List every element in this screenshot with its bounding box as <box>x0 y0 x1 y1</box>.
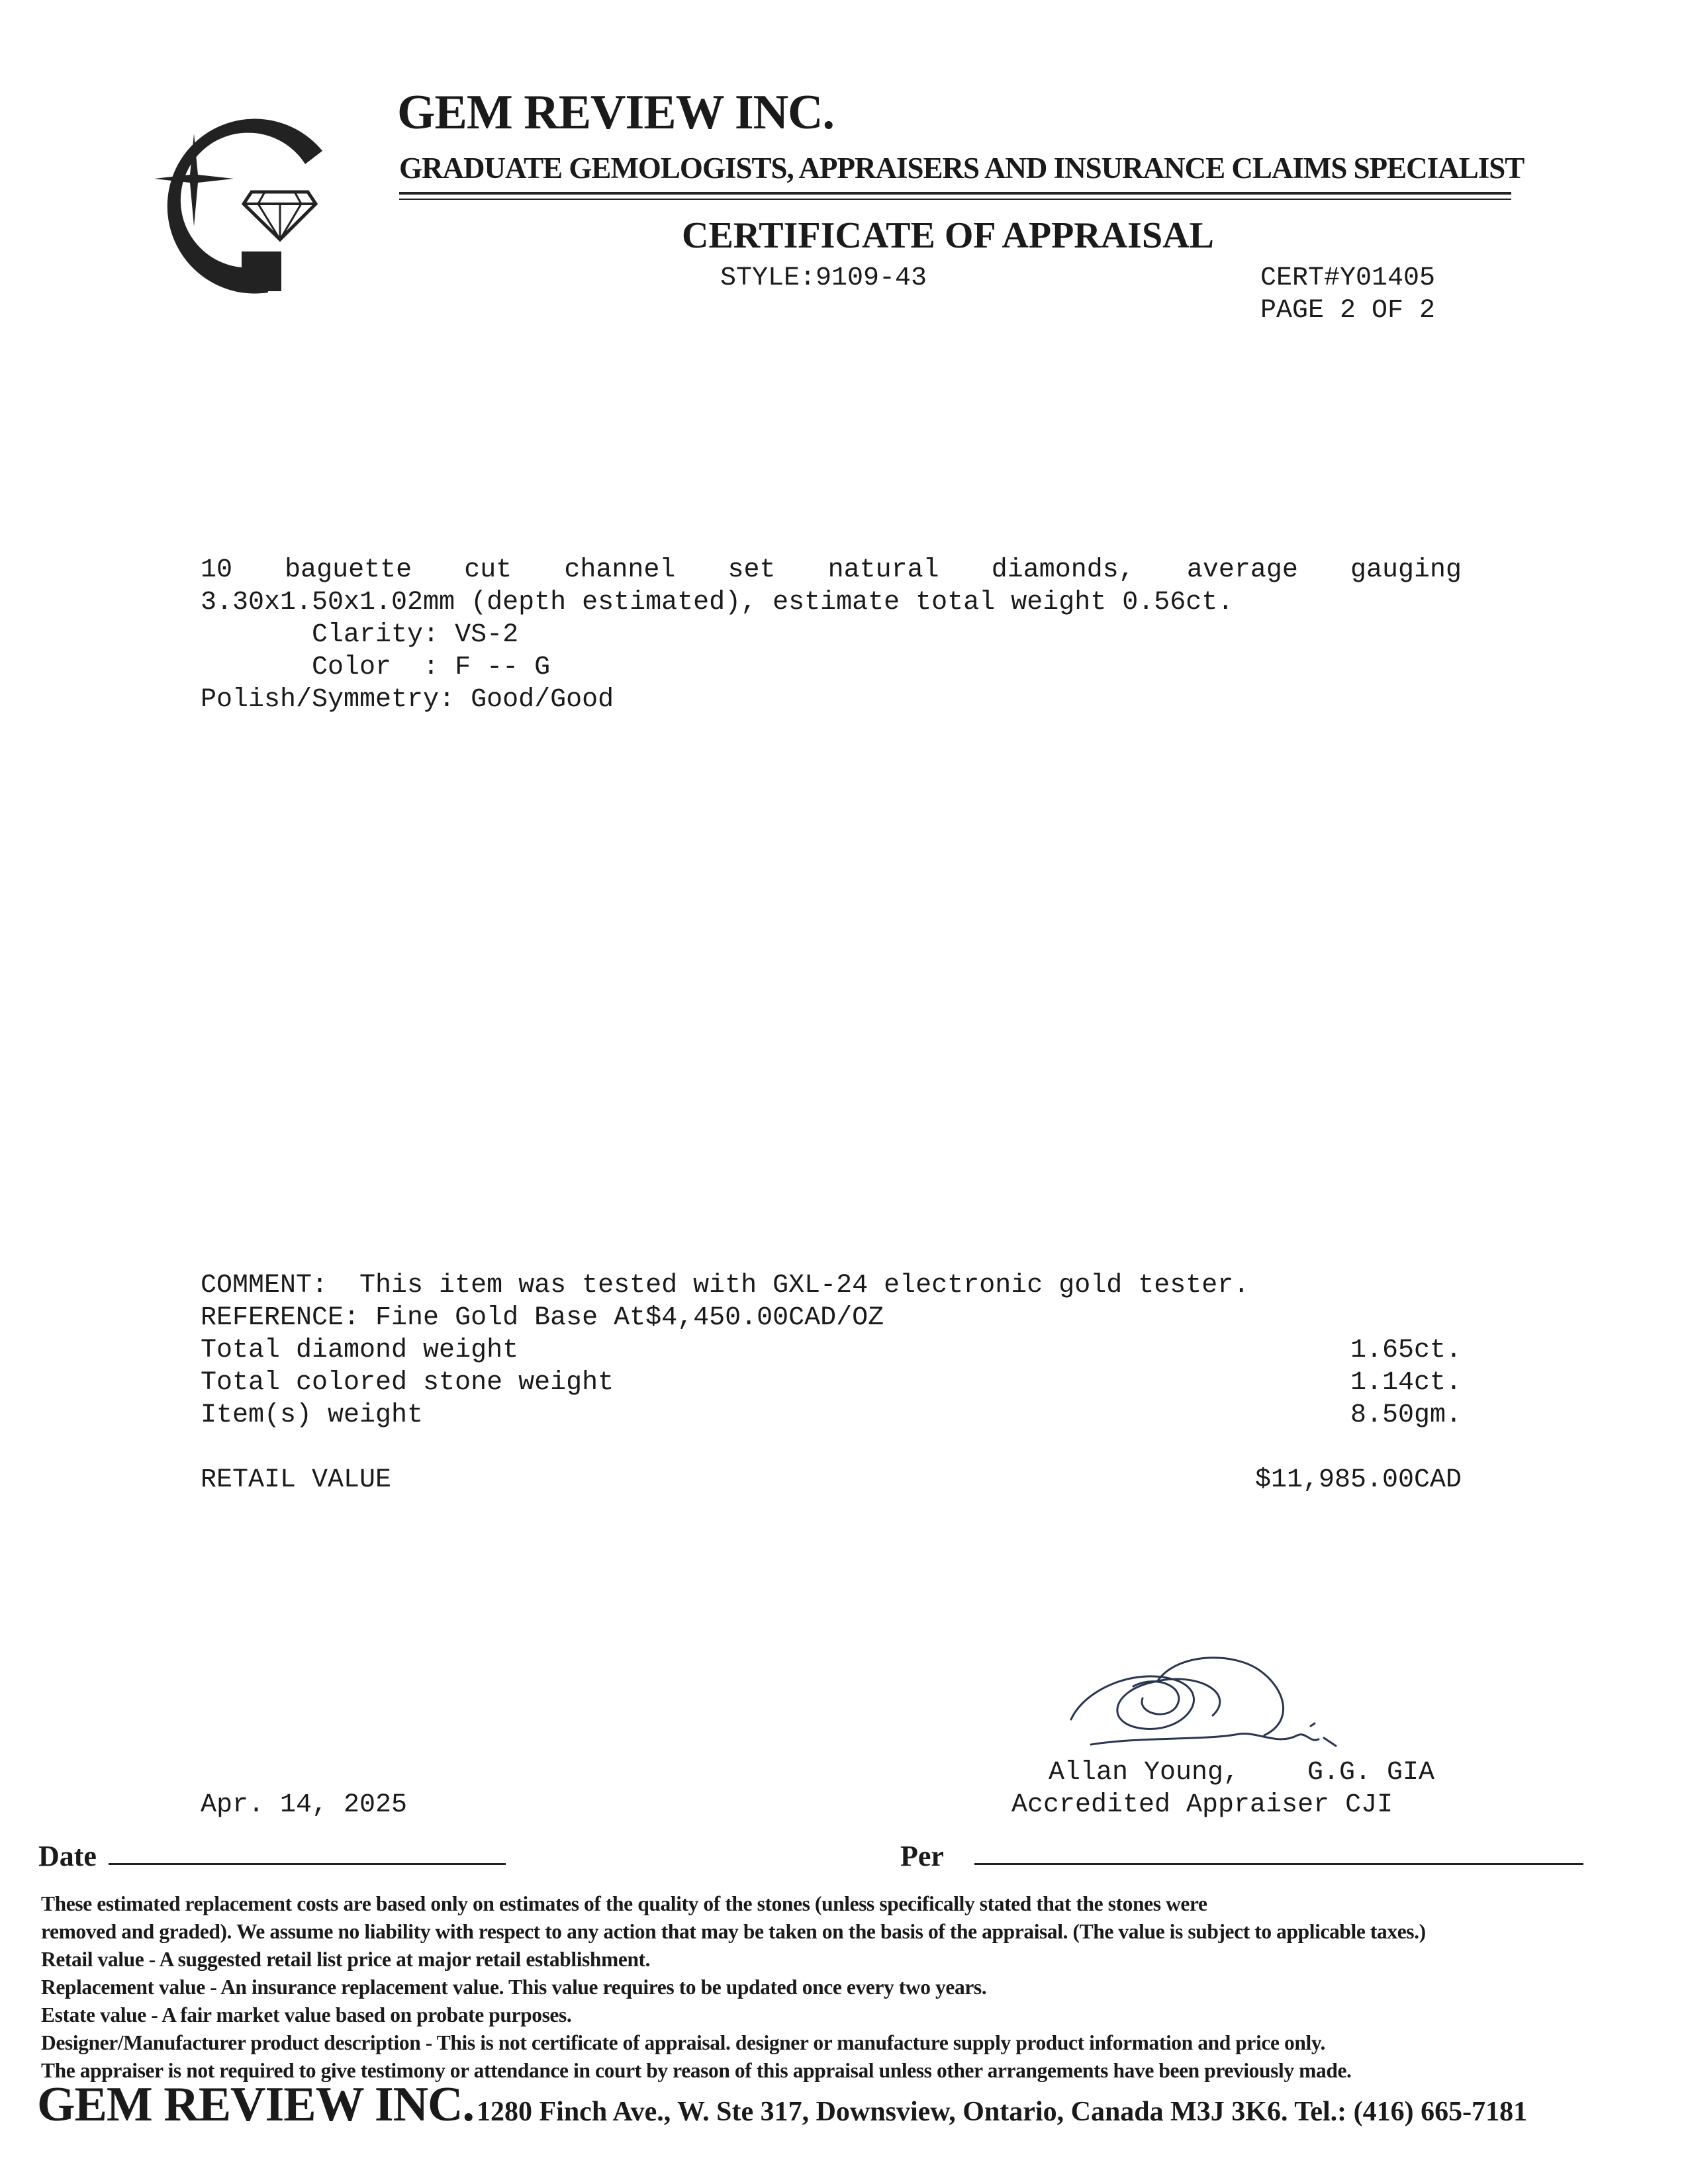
company-name: GEM REVIEW INC. <box>397 85 834 140</box>
date-underline <box>109 1863 506 1865</box>
disclaimer-line: These estimated replacement costs are based only on estimates of the quality of the stones (unless specifically stated that the stones were <box>41 1892 1207 1915</box>
summary-row-label: Total diamond weight <box>201 1336 519 1365</box>
per-underline <box>974 1863 1583 1865</box>
footer <box>37 2077 1527 2133</box>
polish-symmetry-line: Polish/Symmetry: Good/Good <box>201 685 614 715</box>
summary-row-value: 1.65ct. <box>1350 1336 1462 1365</box>
reference-line: REFERENCE: Fine Gold Base At$4,450.00CAD/OZ <box>201 1303 884 1333</box>
summary-row-value: 8.50gm. <box>1350 1400 1462 1430</box>
header-rule <box>399 192 1511 195</box>
description-word: gauging <box>1350 555 1462 585</box>
date-field <box>38 1827 506 1873</box>
disclaimer-line: removed and graded). We assume no liability with respect to any action that may be taken on the basis of the appraisal. (The value is subject to applicable taxes.) <box>41 1920 1426 1943</box>
header-rule-thin <box>399 199 1511 200</box>
footer-address: 1280 Finch Ave., W. Ste 317, Downsview, Ontario, Canada M3J 3K6. Tel.: (416) 665-7181 <box>477 2097 1528 2127</box>
disclaimer-line: Replacement value - An insurance replacement value. This value requires to be updated once every two years. <box>41 1976 987 1999</box>
page-number: PAGE 2 OF 2 <box>1260 296 1436 326</box>
certificate-title: CERTIFICATE OF APPRAISAL <box>682 215 1214 256</box>
description-word: channel <box>564 555 676 585</box>
description-word: cut <box>464 555 512 585</box>
comment-line: COMMENT: This item was tested with GXL-24 electronic gold tester. <box>201 1271 1250 1300</box>
description-word: natural <box>827 555 939 585</box>
appraiser-credential: G.G. GIA <box>1307 1758 1435 1788</box>
description-word: diamonds, <box>991 555 1135 585</box>
appraiser-title: Accredited Appraiser CJI <box>1011 1790 1393 1820</box>
summary-row <box>201 1367 1462 1399</box>
retail-value-amount: $11,985.00CAD <box>1254 1465 1462 1495</box>
per-field <box>900 1827 1583 1873</box>
description-word: baguette <box>285 555 412 585</box>
summary-row <box>201 1399 1462 1432</box>
disclaimer-block <box>41 1890 1656 2085</box>
footer-company-name: GEM REVIEW INC. <box>37 2077 474 2132</box>
company-subtitle: GRADUATE GEMOLOGISTS, APPRAISERS AND INSURANCE CLAIMS SPECIALIST <box>399 152 1524 185</box>
appraisal-date: Apr. 14, 2025 <box>201 1790 408 1820</box>
appraiser-name: Allan Young, <box>1049 1758 1240 1788</box>
style-number: STYLE:9109-43 <box>720 263 927 293</box>
per-label: Per <box>900 1840 944 1872</box>
clarity-line: Clarity: VS-2 <box>201 620 519 650</box>
disclaimer-line: Designer/Manufacturer product description - This is not certificate of appraisal. designer or manufacture supply product information and price only. <box>41 2031 1325 2054</box>
disclaimer-line: The appraiser is not required to give testimony or attendance in court by reason of this appraisal unless other arrangements have been previously made. <box>41 2059 1352 2082</box>
retail-value-label: RETAIL VALUE <box>201 1465 392 1495</box>
description-line-1 <box>201 554 1462 586</box>
summary-row <box>201 1334 1462 1367</box>
disclaimer-line: Estate value - A fair market value based on probate purposes. <box>41 2003 572 2026</box>
retail-value-row <box>201 1464 1462 1496</box>
date-label: Date <box>38 1840 97 1872</box>
description-line-2: 3.30x1.50x1.02mm (depth estimated), estimate total weight 0.56ct. <box>201 588 1234 617</box>
color-line: Color : F -- G <box>201 653 551 682</box>
cert-number: CERT#Y01405 <box>1260 263 1436 293</box>
disclaimer-line: Retail value - A suggested retail list price at major retail establishment. <box>41 1948 651 1971</box>
appraiser-signature <box>1059 1647 1403 1766</box>
description-word: 10 <box>201 555 233 585</box>
gem-review-logo <box>142 99 334 298</box>
description-word: average <box>1186 555 1298 585</box>
summary-row-label: Item(s) weight <box>201 1400 424 1430</box>
summary-row-label: Total colored stone weight <box>201 1368 614 1398</box>
description-word: set <box>727 555 776 585</box>
summary-row-value: 1.14ct. <box>1350 1368 1462 1398</box>
